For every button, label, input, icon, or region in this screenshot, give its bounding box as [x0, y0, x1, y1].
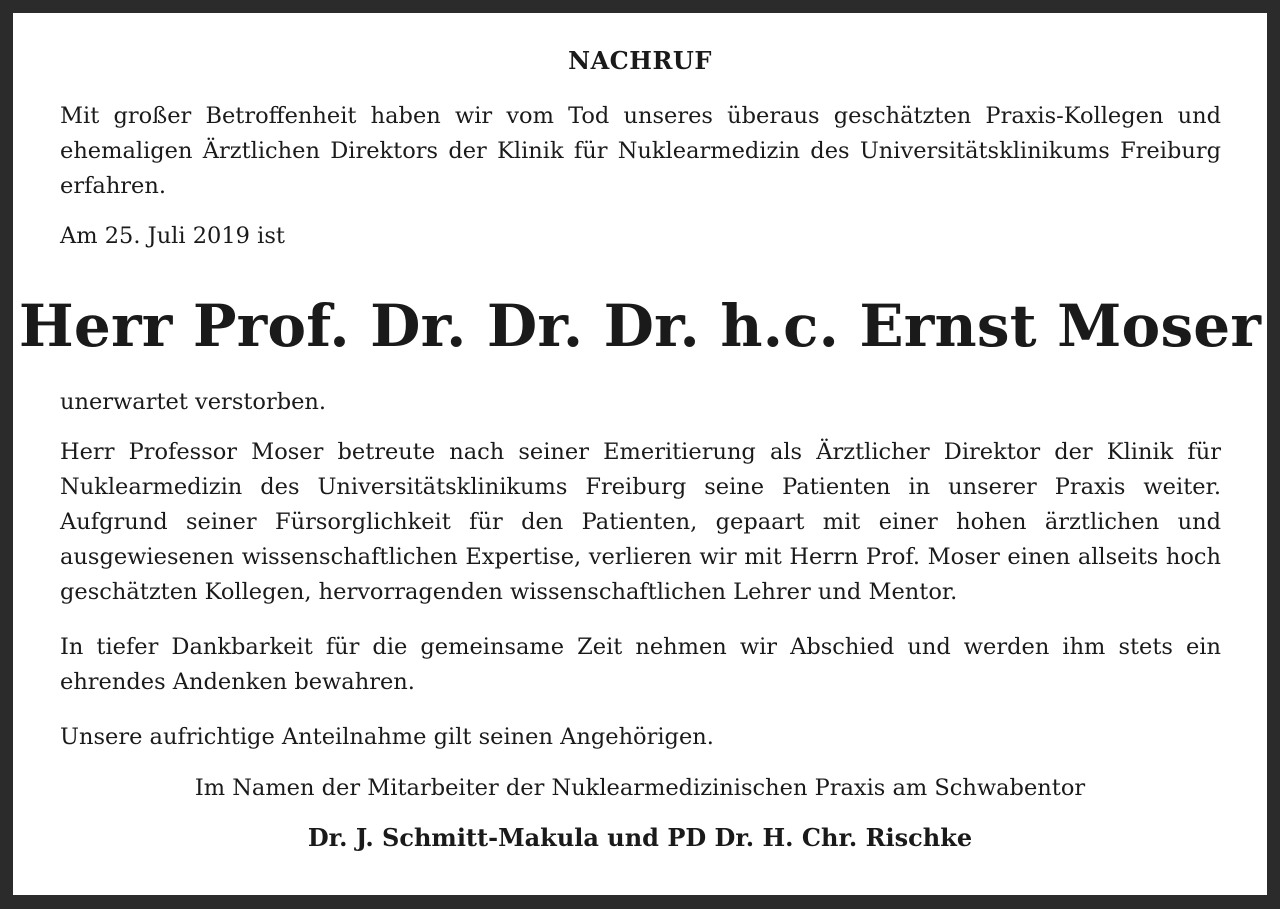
on-behalf-line: Im Namen der Mitarbeiter der Nuklearmedizinischen Praxis am Schwabentor [194, 775, 1086, 801]
farewell-paragraph: In tiefer Dankbarkeit für die gemeinsame Zeit nehmen wir Abschied und werden ihm stets ein ehrendes Andenken bewahren. [60, 634, 1221, 695]
condolence-paragraph: Unsere aufrichtige Anteilnahme gilt seinen Angehörigen. [60, 724, 714, 750]
passed-line: unerwartet verstorben. [60, 389, 327, 415]
signers-line: Dr. J. Schmitt-Makula und PD Dr. H. Chr. Rischke [307, 823, 973, 852]
notice-heading: NACHRUF [568, 46, 712, 75]
obituary-notice [13, 13, 1267, 895]
intro-paragraph: Mit großer Betroffenheit haben wir vom Tod unseres überaus geschätzten Praxis-Kollegen und ehemaligen Ärztlichen Direktors der Klinik für Nuklearmedizin des Universitätsklinikums Freiburg erfahren. [60, 103, 1221, 199]
date-line: Am 25. Juli 2019 ist [60, 223, 285, 249]
deceased-name: Herr Prof. Dr. Dr. Dr. h.c. Ernst Moser [18, 292, 1262, 360]
tribute-paragraph: Herr Professor Moser betreute nach seiner Emeritierung als Ärztlicher Direktor der Klinik für Nuklearmedizin des Universitätsklinikums Freiburg seine Patienten in unserer Praxis weiter. Aufgrund seiner Fürsorglichkeit für den Patienten, gepaart mit einer hohen ärztlichen und ausgewiesenen wissenschaftlichen Expertise, verlieren wir mit Herrn Prof. Moser einen allseits hoch geschätzten Kollegen, hervorragenden wissenschaftlichen Lehrer und Mentor. [60, 439, 1221, 605]
